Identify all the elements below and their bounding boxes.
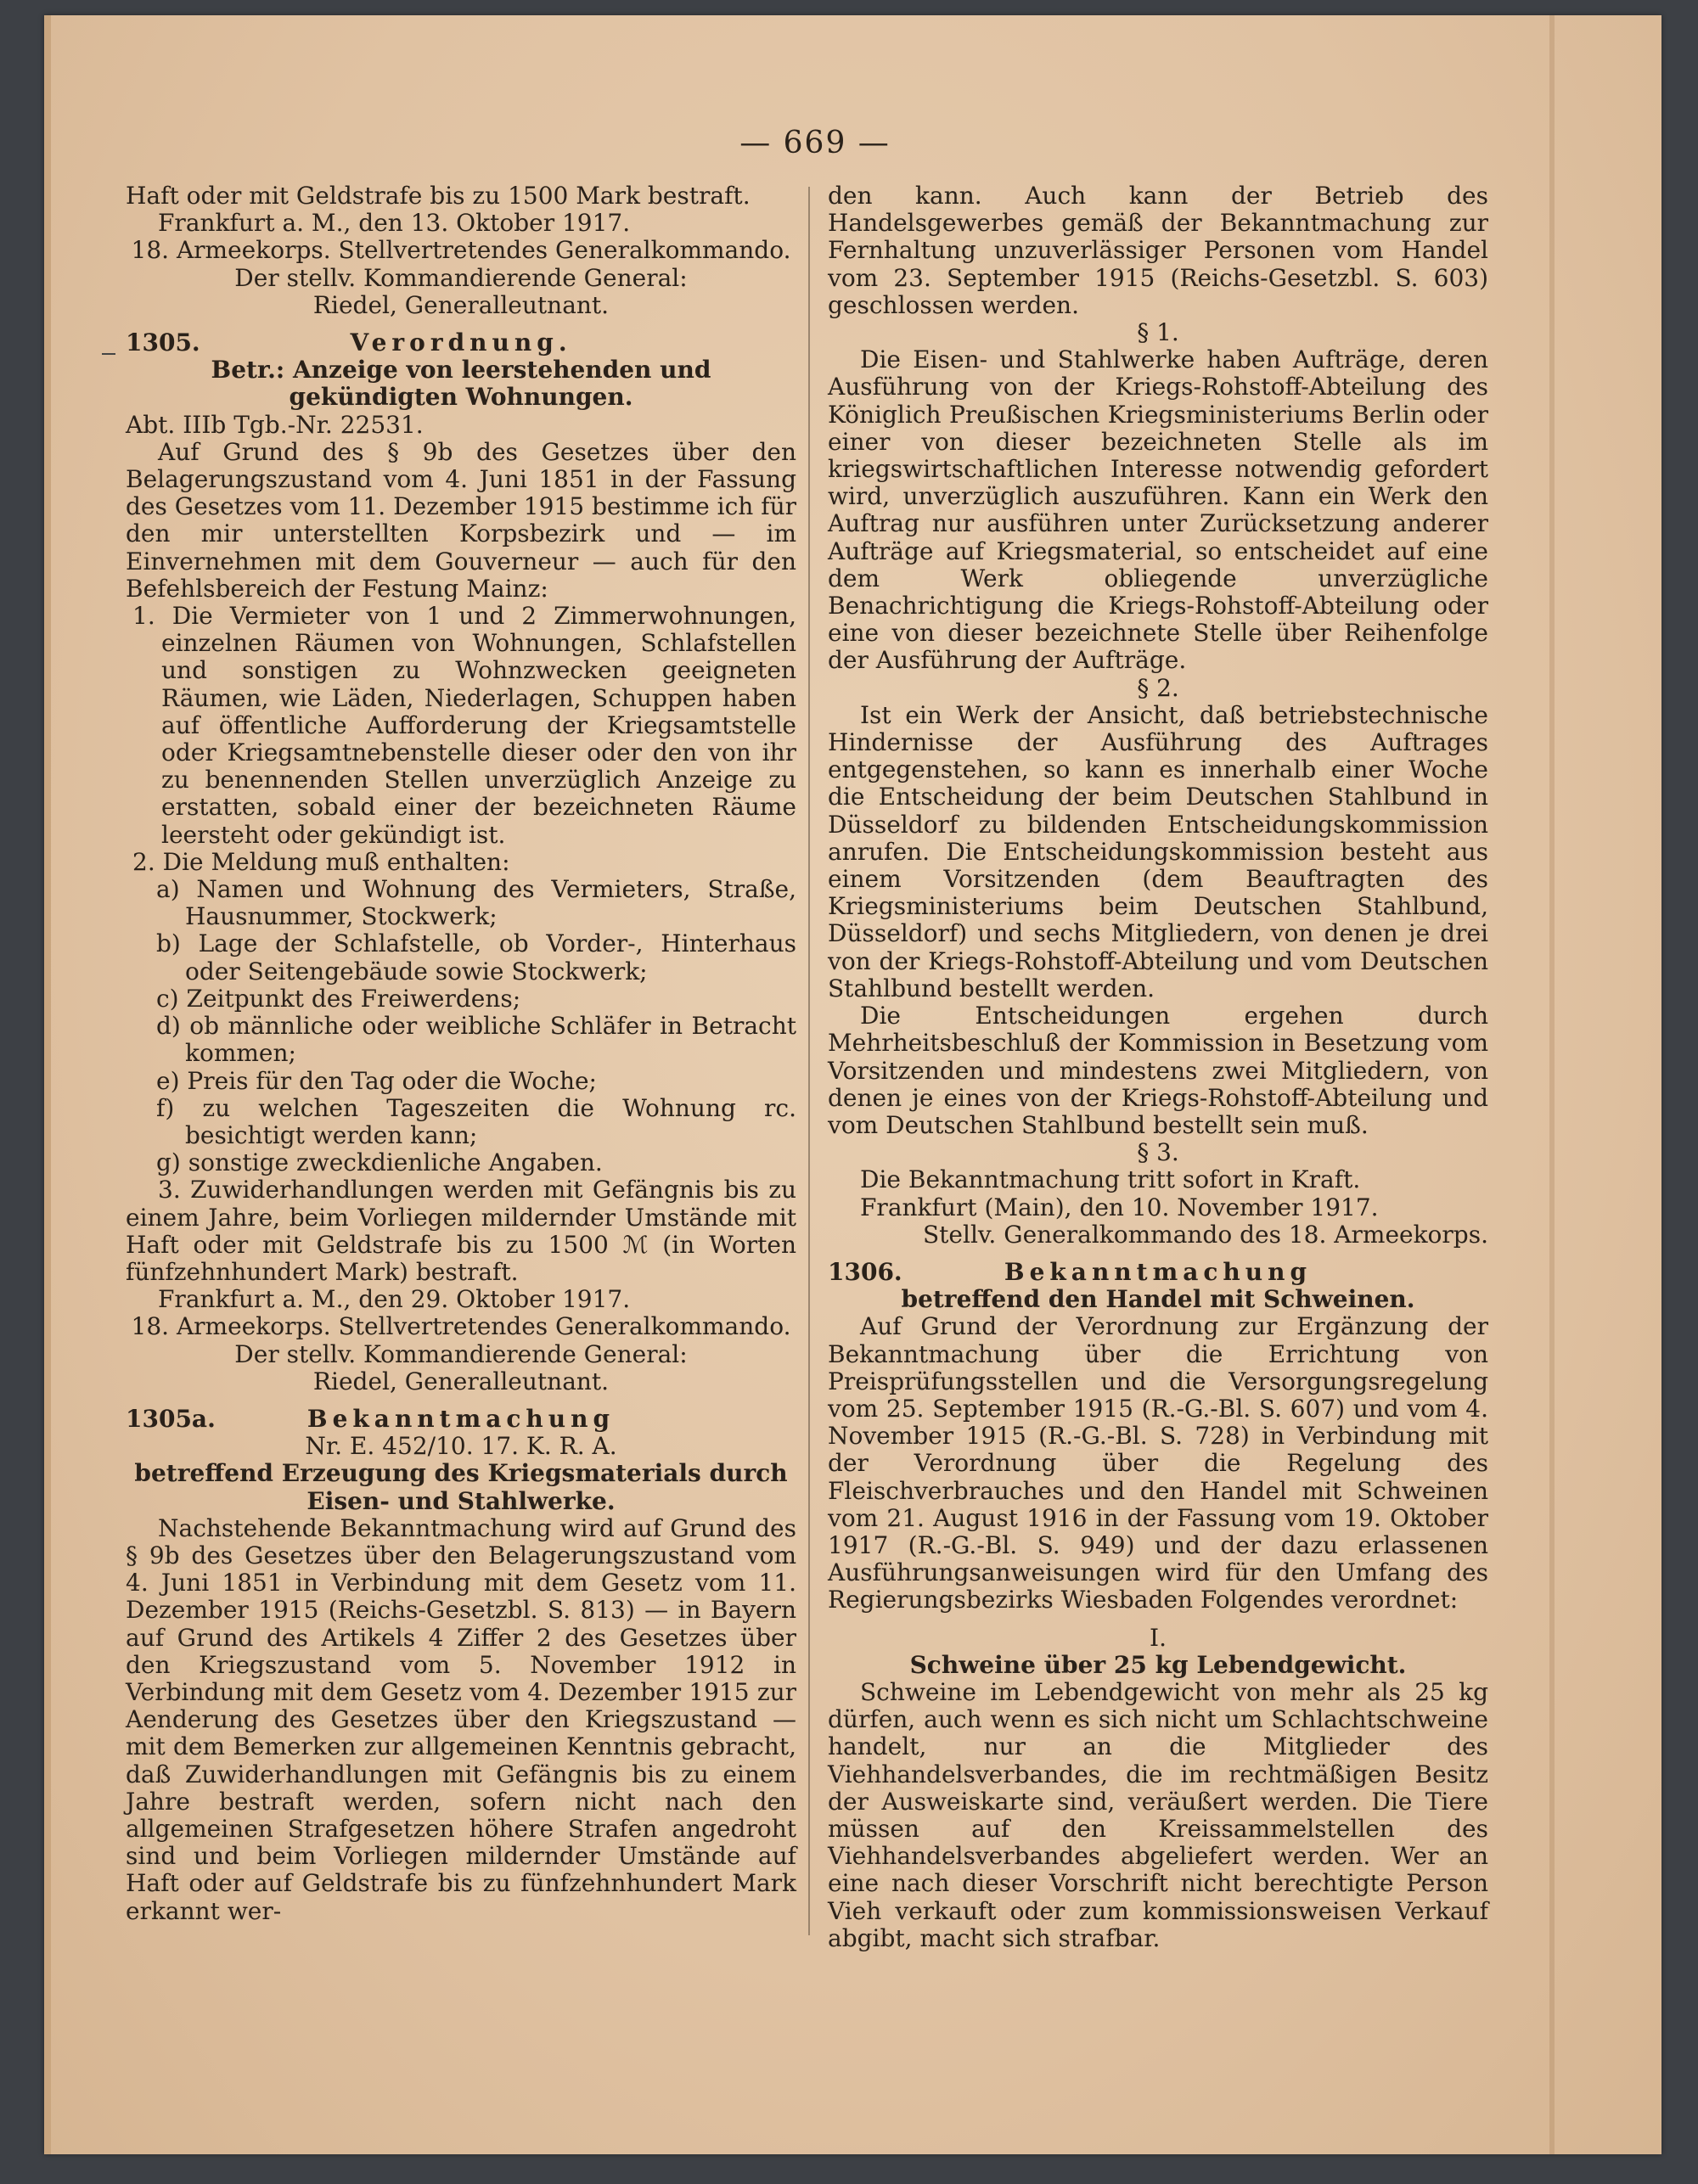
page-fold xyxy=(1549,15,1555,2154)
sub-item-g: g) sonstige zweckdienliche Angaben. xyxy=(156,1148,603,1177)
subsection-title: Schweine über 25 kg Lebendgewicht. xyxy=(909,1650,1407,1679)
paragraph-3-date: Frankfurt (Main), den 10. November 1917. xyxy=(860,1193,1379,1221)
intro-line: Haft oder mit Geldstrafe bis zu 1500 Mark bestraft. xyxy=(126,182,751,210)
section-subject: betreffend Erzeugung des Kriegsmaterials durch Eisen- und Stahlwerke. xyxy=(134,1459,788,1515)
right-column xyxy=(828,182,1488,1952)
intro-signature: Riedel, Generalleutnant. xyxy=(312,290,610,319)
paragraph-2-heading: § 2. xyxy=(1137,673,1179,702)
sub-item-f: f) zu welchen Tageszeiten die Wohnung rc. besichtigt werden kann; xyxy=(156,1093,796,1149)
sub-item-a: a) Namen und Wohnung des Vermieters, Straße, Hausnummer, Stockwerk; xyxy=(156,875,796,931)
section-1306-header xyxy=(828,1259,1488,1286)
column-divider xyxy=(808,187,810,1935)
sign-general: Der stellv. Kommandierende General: xyxy=(234,1339,688,1368)
margin-mark xyxy=(102,353,115,355)
paragraph-3-authority: Stellv. Generalkommando des 18. Armeekorps. xyxy=(922,1220,1488,1249)
sign-name: Riedel, Generalleutnant. xyxy=(312,1367,610,1395)
section-title: Bekanntmachung xyxy=(306,1404,616,1433)
section-subject: betreffend den Handel mit Schweinen. xyxy=(901,1285,1415,1314)
sign-date: Frankfurt a. M., den 29. Oktober 1917. xyxy=(158,1285,631,1314)
page-number: — 669 — xyxy=(739,126,891,160)
section-1305a-header xyxy=(126,1406,796,1433)
paragraph-2-text: Ist ein Werk der Ansicht, daß betriebstechnische Hindernisse der Ausführung des Auftrages entgegenstehen, so kann es innerhalb einer Woche die Entscheidung der beim Deutschen Stahlbund in Düsseldorf zu bildenden Entscheidungskommission anrufen. Die Entscheidungskommission besteht aus einem Vorsitzenden (dem Beauftragten des Kriegsministeriums beim Deutschen Stahlbund, Düsseldorf) und sechs Mitgliedern, von denen je drei von der Kriegs-Rohstoff-Abteilung und vom Deutschen Stahlbund bestellt werden. xyxy=(828,700,1488,1002)
sub-item-d: d) ob männliche oder weibliche Schläfer in Betracht kommen; xyxy=(156,1012,796,1068)
section-number: 1305. xyxy=(126,328,200,357)
section-title: Verordnung. xyxy=(350,328,572,357)
section-title: Bekanntmachung xyxy=(1004,1257,1313,1286)
section-order-number: Nr. E. 452/10. 17. K. R. A. xyxy=(305,1432,617,1461)
paragraph-1-heading: § 1. xyxy=(1137,318,1179,347)
section-1305-header xyxy=(126,329,796,357)
list-item-1: 1. Die Vermieter von 1 und 2 Zimmerwohnungen, einzelnen Räumen von Wohnungen, Schlafstellen und sonstigen zu Wohnzwecken geeigneten Räumen, wie Läden, Niederlagen, Schuppen haben auf öffentliche Aufforderung der Kriegsamtstelle oder Kriegsamtnebenstelle dieser oder den von ihr zu benennenden Stellen unverzüglich Anzeige zu erstatten, sobald einer der bezeichneten Räume leersteht oder gekündigt ist. xyxy=(132,602,796,849)
paragraph-2-text-b: Die Entscheidungen ergehen durch Mehrheitsbeschluß der Kommission in Besetzung vom Vorsitzenden und mindestens zwei Mitgliedern, von denen je eines von der Kriegs-Rohstoff-Abteilung und vom Deutschen Stahlbund bestellt sein muß. xyxy=(828,1002,1488,1139)
continued-paragraph: den kann. Auch kann der Betrieb des Handelsgewerbes gemäß der Bekanntmachung zur Fernhaltung unzuverlässiger Personen vom Handel vom 23. September 1915 (Reichs-Gesetzbl. S. 603) geschlossen werden. xyxy=(828,182,1488,319)
intro-general: Der stellv. Kommandierende General: xyxy=(234,263,688,292)
subsection-text: Schweine im Lebendgewicht von mehr als 25 kg dürfen, auch wenn es sich nicht um Schlachtschweine handelt, nur an die Mitglieder des Viehhandelsverbandes, die im rechtmäßigen Besitz der Ausweiskarte sind, veräußert werden. Die Tiere müssen auf den Kreissammelstellen des Viehhandelsverbandes abgeliefert werden. Wer an eine nach dieser Vorschrift nicht berechtigte Person Vieh verkauft oder zum kommissionsweisen Verkauf abgibt, macht sich strafbar. xyxy=(828,1677,1488,1952)
sign-authority: 18. Armeekorps. Stellvertretendes Generalkommando. xyxy=(131,1312,791,1341)
section-number: 1306. xyxy=(828,1257,902,1286)
paragraph-3-heading: § 3. xyxy=(1137,1138,1179,1167)
intro-authority: 18. Armeekorps. Stellvertretendes Generalkommando. xyxy=(131,236,791,265)
section-subject: Betr.: Anzeige von leerstehenden und gekündigten Wohnungen. xyxy=(211,356,711,412)
intro-date: Frankfurt a. M., den 13. Oktober 1917. xyxy=(158,209,631,238)
section-paragraph: Nachstehende Bekanntmachung wird auf Grund des § 9b des Gesetzes über den Belagerungszustand vom 4. Juni 1851 in Verbindung mit dem Gesetz vom 11. Dezember 1915 (Reichs-Gesetzbl. S. 813) — in Bayern auf Grund des Artikels 4 Ziffer 2 des Gesetzes über den Kriegszustand vom 5. November 1912 in Verbindung mit dem Gesetz vom 4. Dezember 1915 zur Aenderung des Gesetzes über den Kriegszustand — mit dem Bemerken zur allgemeinen Kenntnis gebracht, daß Zuwiderhandlungen mit Gefängnis bis zu einem Jahre bestraft werden, sofern nicht nach den allgemeinen Strafgesetzen höhere Strafen angedroht sind und beim Vorliegen mildernder Umstände auf Haft oder auf Geldstrafe bis zu fünfzehnhundert Mark erkannt wer- xyxy=(126,1513,796,1925)
subsection-number: I. xyxy=(1150,1623,1167,1652)
paragraph-1-text: Die Eisen- und Stahlwerke haben Aufträge, deren Ausführung von der Kriegs-Rohstoff-Abteilung des Königlich Preußischen Kriegsministeriums Berlin oder einer von dieser bezeichneten Stelle als im kriegswirtschaftlichen Interesse notwendig gefordert wird, unverzüglich auszuführen. Kann ein Werk den Auftrag nur ausführen unter Zurücksetzung anderer Aufträge auf Kriegsmaterial, so entscheidet auf eine dem Werk obliegende unverzügliche Benachrichtigung die Kriegs-Rohstoff-Abteilung oder eine von dieser bezeichnete Stelle über Reihenfolge der Ausführung der Aufträge. xyxy=(828,345,1488,675)
section-paragraph: Auf Grund der Verordnung zur Ergänzung der Bekanntmachung über die Errichtung von Preisprüfungsstellen und die Versorgungsregelung vom 25. September 1915 (R.-G.-Bl. S. 607) und vom 4. November 1915 (R.-G.-Bl. S. 728) in Verbindung mit der Verordnung über die Regelung des Fleischverbrauches und den Handel mit Schweinen vom 21. August 1916 in der Fassung vom 19. Oktober 1917 (R.-G.-Bl. S. 949) und der dazu erlassenen Ausführungsanweisungen wird für den Umfang des Regierungsbezirks Wiesbaden Folgendes verordnet: xyxy=(828,1312,1488,1614)
sub-item-b: b) Lage der Schlafstelle, ob Vorder-, Hinterhaus oder Seitengebäude sowie Stockwerk; xyxy=(156,929,796,985)
page-edge xyxy=(44,15,51,2154)
left-column xyxy=(126,182,796,1925)
sub-item-e: e) Preis für den Tag oder die Woche; xyxy=(156,1066,597,1095)
section-reference: Abt. IIIb Tgb.-Nr. 22531. xyxy=(126,410,424,439)
paragraph-3-text: Die Bekanntmachung tritt sofort in Kraft. xyxy=(860,1165,1361,1194)
list-item-3: 3. Zuwiderhandlungen werden mit Gefängnis bis zu einem Jahre, beim Vorliegen mildernder Umstände mit Haft oder mit Geldstrafe bis zu 1500 ℳ (in Worten fünfzehnhundert Mark) bestraft. xyxy=(126,1176,796,1286)
section-paragraph: Auf Grund des § 9b des Gesetzes über den Belagerungszustand vom 4. Juni 1851 in der Fassung des Gesetzes vom 11. Dezember 1915 bestimme ich für den mir unterstellten Korpsbezirk und — im Einvernehmen mit dem Gouverneur — auch für den Befehlsbereich der Festung Mainz: xyxy=(126,437,796,603)
list-item-2: 2. Die Meldung muß enthalten: xyxy=(132,847,510,876)
sub-item-c: c) Zeitpunkt des Freiwerdens; xyxy=(156,984,521,1013)
section-number: 1305a. xyxy=(126,1404,216,1433)
